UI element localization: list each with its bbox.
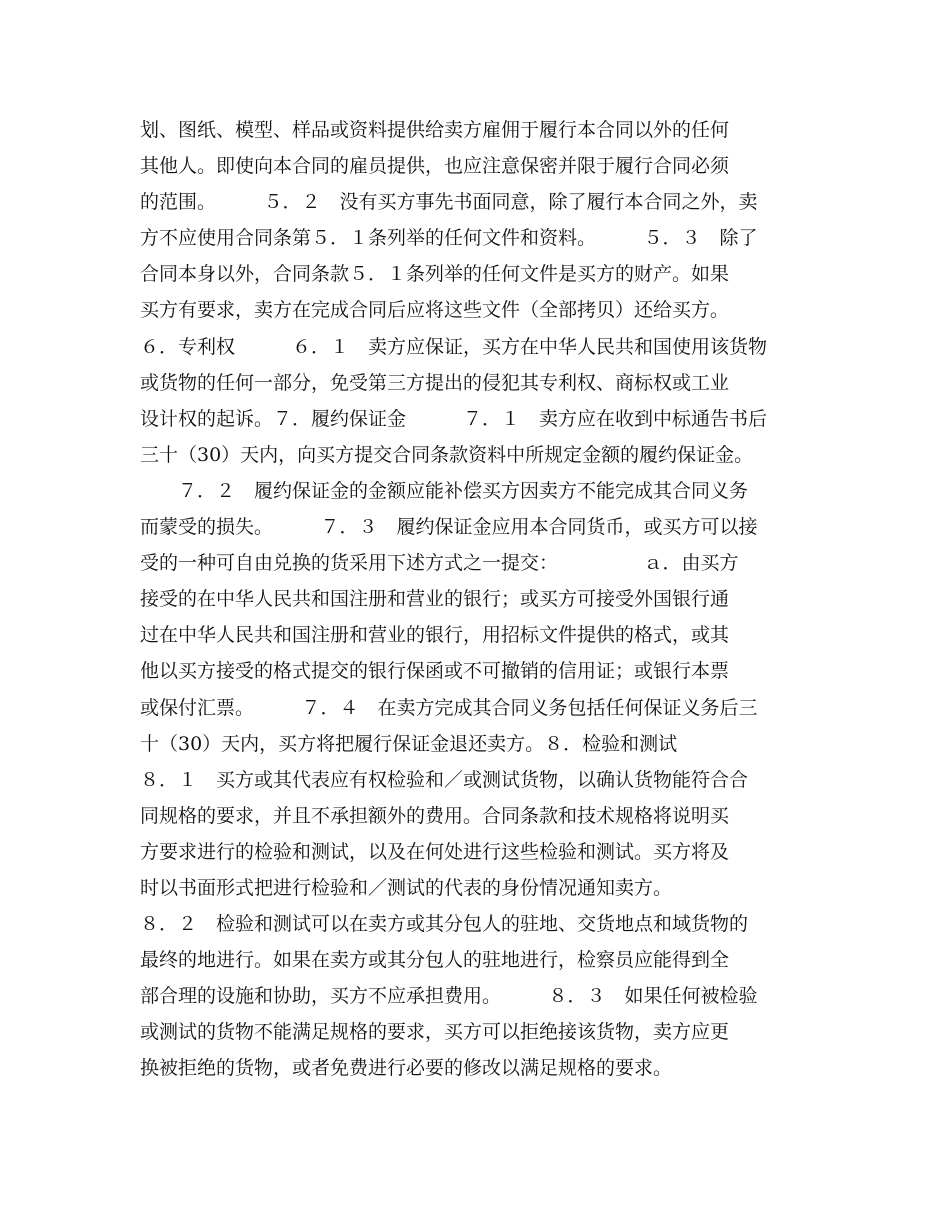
text-line: 方不应使用合同条第５．１条列举的任何文件和资料。 ５．３ 除了 [140,227,758,250]
text-line: 合同本身以外，合同条款５．１条列举的任何文件是买方的财产。如果 [140,263,730,286]
contract-text-body [140,112,820,1087]
text-line: 过在中华人民共和国注册和营业的银行，用招标文件提供的格式，或其 [140,624,730,647]
text-line: 最终的地进行。如果在卖方或其分包人的驻地进行，检察员应能得到全 [140,949,730,972]
text-line: 的范围。 ５．２ 没有买方事先书面同意，除了履行本合同之外，卖 [140,191,758,214]
text-line: 设计权的起诉。７．履约保证金 ７．１ 卖方应在收到中标通告书后 [140,407,768,430]
text-line: ７．２ 履约保证金的金额应能补偿买方因卖方不能完成其合同义务 [140,479,749,502]
text-line: 或测试的货物不能满足规格的要求，买方可以拒绝接该货物，卖方应更 [140,1021,730,1044]
text-line: 其他人。即使向本合同的雇员提供，也应注意保密并限于履行合同必须 [140,155,730,178]
text-line: 同规格的要求，并且不承担额外的费用。合同条款和技术规格将说明买 [140,804,730,827]
text-line: 他以买方接受的格式提交的银行保函或不可撤销的信用证；或银行本票 [140,660,730,683]
text-line: 划、图纸、模型、样品或资料提供给卖方雇佣于履行本合同以外的任何 [140,119,730,141]
text-line: 方要求进行的检验和测试，以及在何处进行这些检验和测试。买方将及 [140,840,730,863]
text-line: 换被拒绝的货物，或者免费进行必要的修改以满足规格的要求。 [140,1057,673,1080]
text-line: 买方有要求，卖方在完成合同后应将这些文件（全部拷贝）还给买方。 [140,299,730,322]
text-line: 部合理的设施和协助，买方不应承担费用。 ８．３ 如果任何被检验 [140,985,758,1008]
text-line: 或保付汇票。 ７．４ 在卖方完成其合同义务包括任何保证义务后三 [140,696,758,719]
text-line: ８．２ 检验和测试可以在卖方或其分包人的驻地、交货地点和域货物的 [140,913,749,936]
text-line: 时以书面形式把进行检验和／测试的代表的身份情况通知卖方。 [140,876,673,899]
text-line: 十（30）天内，买方将把履行保证金退还卖方。８．检验和测试 [140,732,678,755]
text-line: 受的一种可自由兑换的货采用下述方式之一提交： ａ．由买方 [140,552,739,575]
text-line: 三十（30）天内，向买方提交合同条款资料中所规定金额的履约保证金。 [140,443,754,466]
text-line: ８．１ 买方或其代表应有权检验和／或测试货物，以确认货物能符合合 [140,768,749,791]
text-line: 接受的在中华人民共和国注册和营业的银行；或买方可接受外国银行通 [140,588,730,611]
text-line: 或货物的任何一部分，免受第三方提出的侵犯其专利权、商标权或工业 [140,371,730,394]
text-line: 而蒙受的损失。 ７．３ 履约保证金应用本合同货币，或买方可以接 [140,516,758,539]
text-line: ６．专利权 ６．１ 卖方应保证，买方在中华人民共和国使用该货物 [140,335,768,358]
